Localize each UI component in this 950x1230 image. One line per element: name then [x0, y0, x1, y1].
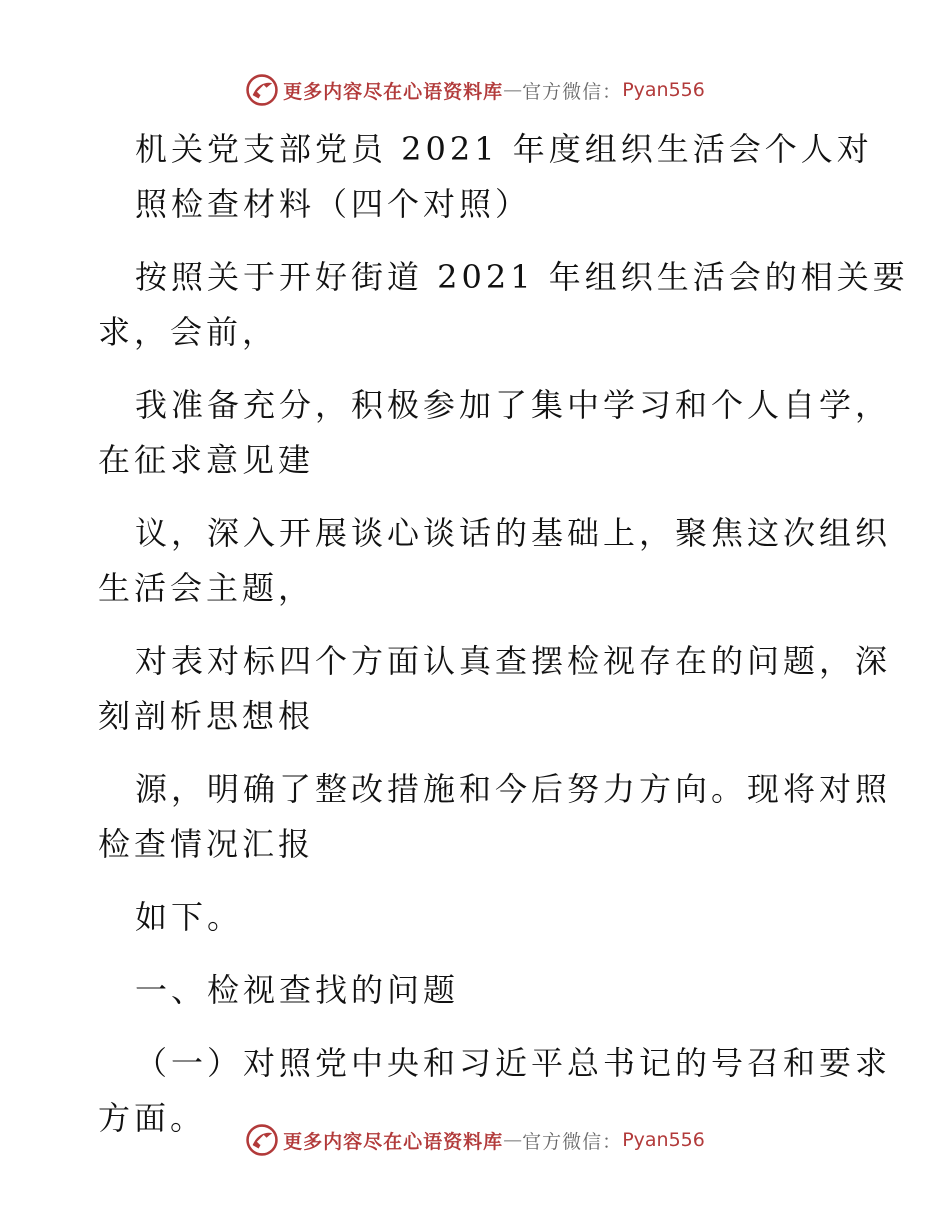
banner-brand-text: 更多内容尽在心语资料库 — [283, 1130, 504, 1153]
document-title-line-2: 照检查材料（四个对照） — [135, 185, 532, 223]
paragraph-3-line-1: 议，深入开展谈心谈话的基础上，聚焦这次组织 — [135, 514, 892, 552]
section-1-heading: 一、检视查找的问题 — [135, 971, 460, 1009]
paragraph-4-line-1: 对表对标四个方面认真查摆检视存在的问题，深 — [135, 642, 892, 680]
paragraph-3-line-2: 生活会主题， — [98, 569, 315, 607]
paragraph-2-line-1: 我准备充分，积极参加了集中学习和个人自学， — [135, 386, 892, 424]
paragraph-6-line-1: 如下。 — [135, 898, 244, 936]
subsection-1-line-2: 方面。 — [98, 1099, 207, 1137]
banner-wechat-id: Pyan556 — [622, 1129, 705, 1151]
paragraph-5-line-1: 源，明确了整改措施和今后努力方向。现将对照 — [135, 770, 892, 808]
header-watermark — [0, 70, 950, 110]
subsection-1-line-1: （一）对照党中央和习近平总书记的号召和要求 — [135, 1044, 892, 1082]
banner-dash: — — [503, 1129, 523, 1151]
paragraph-5-line-2: 检查情况汇报 — [98, 825, 315, 863]
banner-official-label: 官方微信： — [522, 80, 623, 103]
paragraph-2-line-2: 在征求意见建 — [98, 441, 315, 479]
banner-dash: — — [503, 79, 523, 101]
banner-brand-text: 更多内容尽在心语资料库 — [283, 80, 504, 103]
footer-watermark — [0, 1120, 950, 1160]
paragraph-4-line-2: 刻剖析思想根 — [98, 697, 315, 735]
banner-official-label: 官方微信： — [522, 1130, 623, 1153]
logo-icon — [245, 73, 279, 107]
banner-wechat-id: Pyan556 — [622, 79, 705, 101]
paragraph-1-line-2: 求，会前， — [98, 313, 279, 351]
logo-icon — [245, 1123, 279, 1157]
document-title-line-1: 机关党支部党员 2021 年度组织生活会个人对 — [135, 130, 873, 168]
document-body — [98, 122, 909, 1146]
paragraph-1-line-1: 按照关于开好街道 2021 年组织生活会的相关要 — [135, 258, 909, 296]
